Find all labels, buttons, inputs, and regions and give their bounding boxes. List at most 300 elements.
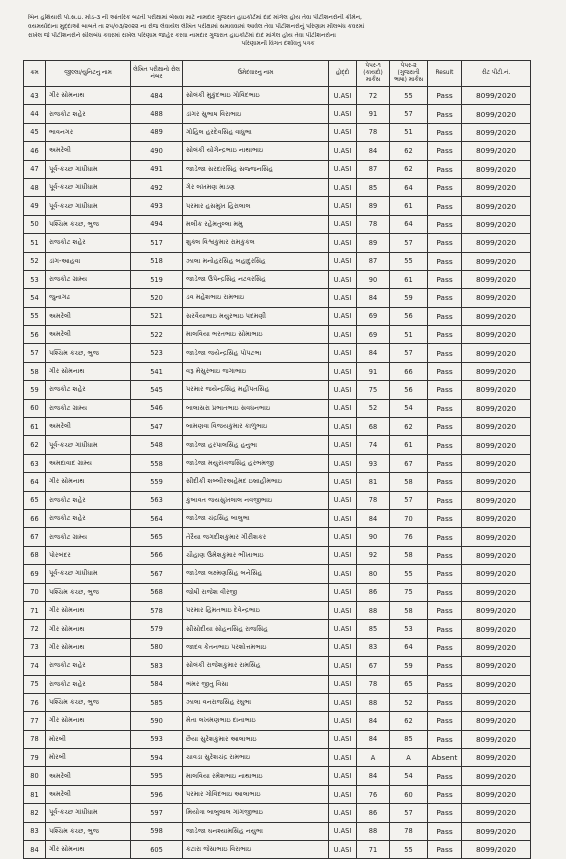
roll-number-cell: 583 bbox=[131, 657, 183, 675]
table-row bbox=[24, 289, 531, 307]
table-row bbox=[24, 749, 531, 767]
paper2-marks-cell: 53 bbox=[390, 620, 428, 638]
serial-cell: 84 bbox=[24, 841, 46, 859]
paper1-marks-cell: 88 bbox=[357, 822, 390, 840]
result-cell: Pass bbox=[428, 234, 462, 252]
paper2-marks-cell: 54 bbox=[390, 399, 428, 417]
writ-petition-cell: 8099/2020 bbox=[462, 509, 531, 527]
candidate-name-cell: ગોહિલ હરદેવસિંહ વાધુભા bbox=[183, 123, 329, 141]
district-cell: ગીર સોમનાથ bbox=[46, 362, 131, 380]
roll-number-cell: 522 bbox=[131, 326, 183, 344]
serial-cell: 71 bbox=[24, 601, 46, 619]
writ-petition-cell: 8099/2020 bbox=[462, 730, 531, 748]
serial-cell: 50 bbox=[24, 215, 46, 233]
candidate-name-cell: જાડેજા હરપાલસિંહ હનુભા bbox=[183, 436, 329, 454]
writ-petition-cell: 8099/2020 bbox=[462, 638, 531, 656]
writ-petition-cell: 8099/2020 bbox=[462, 270, 531, 288]
table-row bbox=[24, 565, 531, 583]
candidate-name-cell: ડાંગર સુભાષ વિરાભાઇ bbox=[183, 105, 329, 123]
candidate-name-cell: જાડેજા લક્ષ્મણસિંહ બનેસિંહ bbox=[183, 565, 329, 583]
district-cell: રાજકોટ ગ્રામ્ય bbox=[46, 528, 131, 546]
result-cell: Pass bbox=[428, 565, 462, 583]
result-cell: Pass bbox=[428, 178, 462, 196]
table-row bbox=[24, 344, 531, 362]
result-cell: Pass bbox=[428, 436, 462, 454]
paper1-marks-cell: 90 bbox=[357, 528, 390, 546]
result-cell: Pass bbox=[428, 841, 462, 859]
result-cell: Pass bbox=[428, 362, 462, 380]
paper1-marks-cell: 83 bbox=[357, 638, 390, 656]
paper2-marks-cell: 52 bbox=[390, 693, 428, 711]
table-row bbox=[24, 326, 531, 344]
writ-petition-cell: 8099/2020 bbox=[462, 804, 531, 822]
document-header bbox=[28, 14, 528, 58]
district-cell: રાજકોટ શહેર bbox=[46, 381, 131, 399]
candidate-name-cell: ગેર લખમણ માડણ bbox=[183, 178, 329, 196]
serial-cell: 68 bbox=[24, 546, 46, 564]
result-cell: Pass bbox=[428, 160, 462, 178]
writ-petition-cell: 8099/2020 bbox=[462, 749, 531, 767]
roll-number-cell: 492 bbox=[131, 178, 183, 196]
paper2-marks-cell: 56 bbox=[390, 381, 428, 399]
table-row bbox=[24, 620, 531, 638]
district-cell: જુનાગઢ bbox=[46, 289, 131, 307]
post-cell: U.ASI bbox=[329, 381, 357, 399]
district-cell: રાજકોટ ગ્રામ્ય bbox=[46, 399, 131, 417]
header-line: વયમર્યાદાના મુદ્દાઓ બાબતે તા ૨૫/૦૩/૨૦૨૨ ના રોજ લેવાયેલ લેખિત પરીક્ષામાં સમાવવામાં આવેલ તેવા પીટીશનરોનું પરિણામ મીલબંધ કવરમાં bbox=[28, 22, 365, 30]
candidate-name-cell: છૈયા સુરેશકુમાર આલાભાઇ bbox=[183, 730, 329, 748]
serial-cell: 73 bbox=[24, 638, 46, 656]
paper2-marks-cell: 78 bbox=[390, 822, 428, 840]
result-cell: Pass bbox=[428, 307, 462, 325]
district-cell: ગીર સોમનાથ bbox=[46, 638, 131, 656]
result-cell: Pass bbox=[428, 657, 462, 675]
paper2-marks-cell: 67 bbox=[390, 454, 428, 472]
table-row bbox=[24, 418, 531, 436]
post-cell: U.ASI bbox=[329, 767, 357, 785]
serial-cell: 69 bbox=[24, 565, 46, 583]
roll-number-cell: 493 bbox=[131, 197, 183, 215]
paper1-marks-cell: 71 bbox=[357, 841, 390, 859]
table-row bbox=[24, 785, 531, 803]
roll-number-cell: 494 bbox=[131, 215, 183, 233]
candidate-name-cell: શુક્લ વિશ્વકુમાર રામકુકલ bbox=[183, 234, 329, 252]
writ-petition-cell: 8099/2020 bbox=[462, 712, 531, 730]
serial-cell: 61 bbox=[24, 418, 46, 436]
serial-cell: 81 bbox=[24, 785, 46, 803]
paper1-marks-cell: 85 bbox=[357, 178, 390, 196]
table-row bbox=[24, 197, 531, 215]
candidate-name-cell: પરમાર ગોવિંદભાઇ આલાભાઇ bbox=[183, 785, 329, 803]
serial-cell: 63 bbox=[24, 454, 46, 472]
result-cell: Pass bbox=[428, 528, 462, 546]
district-cell: ગીર સોમનાથ bbox=[46, 87, 131, 105]
result-cell: Absent bbox=[428, 749, 462, 767]
district-cell: પશ્ચિમ કચ્છ, ભુજ bbox=[46, 215, 131, 233]
table-row bbox=[24, 528, 531, 546]
roll-number-cell: 585 bbox=[131, 693, 183, 711]
paper2-marks-cell: 62 bbox=[390, 142, 428, 160]
table-row bbox=[24, 142, 531, 160]
district-cell: ગીર સોમનાથ bbox=[46, 620, 131, 638]
paper2-marks-cell: 75 bbox=[390, 583, 428, 601]
candidate-name-cell: માલવિયા ભરતભાઇ સોમાભાઇ bbox=[183, 326, 329, 344]
paper2-marks-cell: 64 bbox=[390, 638, 428, 656]
post-cell: U.ASI bbox=[329, 87, 357, 105]
district-cell: ગીર સોમનાથ bbox=[46, 601, 131, 619]
writ-petition-cell: 8099/2020 bbox=[462, 362, 531, 380]
result-cell: Pass bbox=[428, 418, 462, 436]
result-cell: Pass bbox=[428, 785, 462, 803]
serial-cell: 56 bbox=[24, 326, 46, 344]
roll-number-cell: 580 bbox=[131, 638, 183, 656]
district-cell: રાજકોટ શહેર bbox=[46, 509, 131, 527]
serial-cell: 79 bbox=[24, 749, 46, 767]
roll-number-cell: 517 bbox=[131, 234, 183, 252]
paper2-marks-cell: 66 bbox=[390, 362, 428, 380]
candidate-name-cell: જાડેજા ઉપેન્દ્રસિંહ નટવરસિંહ bbox=[183, 270, 329, 288]
paper2-marks-cell: 57 bbox=[390, 344, 428, 362]
table-row bbox=[24, 234, 531, 252]
writ-petition-cell: 8099/2020 bbox=[462, 473, 531, 491]
post-cell: U.ASI bbox=[329, 105, 357, 123]
post-cell: U.ASI bbox=[329, 215, 357, 233]
roll-number-cell: 564 bbox=[131, 509, 183, 527]
district-cell: અમરેલી bbox=[46, 785, 131, 803]
table-body bbox=[24, 87, 531, 859]
paper1-marks-cell: 80 bbox=[357, 565, 390, 583]
result-cell: Pass bbox=[428, 620, 462, 638]
serial-cell: 45 bbox=[24, 123, 46, 141]
district-cell: પશ્ચિમ કચ્છ, ભુજ bbox=[46, 344, 131, 362]
paper2-marks-cell: 54 bbox=[390, 767, 428, 785]
table-row bbox=[24, 215, 531, 233]
paper1-marks-cell: 78 bbox=[357, 123, 390, 141]
post-cell: U.ASI bbox=[329, 418, 357, 436]
serial-cell: 77 bbox=[24, 712, 46, 730]
serial-cell: 76 bbox=[24, 693, 46, 711]
header-line: પરિણામની વિગત દર્શાવતુ પત્રક bbox=[241, 40, 315, 48]
district-cell: અમરેલી bbox=[46, 142, 131, 160]
table-row bbox=[24, 804, 531, 822]
post-cell: U.ASI bbox=[329, 399, 357, 417]
district-cell: ડાંગ-આહવા bbox=[46, 252, 131, 270]
writ-petition-cell: 8099/2020 bbox=[462, 767, 531, 785]
district-cell: રાજકોટ શહેર bbox=[46, 105, 131, 123]
serial-cell: 64 bbox=[24, 473, 46, 491]
result-cell: Pass bbox=[428, 509, 462, 527]
post-cell: U.ASI bbox=[329, 142, 357, 160]
serial-cell: 52 bbox=[24, 252, 46, 270]
writ-petition-cell: 8099/2020 bbox=[462, 491, 531, 509]
writ-petition-cell: 8099/2020 bbox=[462, 197, 531, 215]
result-cell: Pass bbox=[428, 454, 462, 472]
candidate-name-cell: બાલાસરા પ્રભાતભાઇ સવધનભાઇ bbox=[183, 399, 329, 417]
serial-cell: 78 bbox=[24, 730, 46, 748]
writ-petition-cell: 8099/2020 bbox=[462, 675, 531, 693]
paper2-marks-cell: 62 bbox=[390, 418, 428, 436]
col-header-candidate-name: ઉમેદવારનુ નામ bbox=[183, 61, 329, 87]
paper1-marks-cell: 91 bbox=[357, 105, 390, 123]
serial-cell: 51 bbox=[24, 234, 46, 252]
paper2-marks-cell: 57 bbox=[390, 491, 428, 509]
paper1-marks-cell: 69 bbox=[357, 307, 390, 325]
post-cell: U.ASI bbox=[329, 326, 357, 344]
serial-cell: 47 bbox=[24, 160, 46, 178]
district-cell: રાજકોટ શહેર bbox=[46, 234, 131, 252]
post-cell: U.ASI bbox=[329, 123, 357, 141]
results-table bbox=[23, 60, 531, 859]
roll-number-cell: 579 bbox=[131, 620, 183, 638]
table-row bbox=[24, 767, 531, 785]
roll-number-cell: 520 bbox=[131, 289, 183, 307]
result-cell: Pass bbox=[428, 270, 462, 288]
paper1-marks-cell: 87 bbox=[357, 160, 390, 178]
writ-petition-cell: 8099/2020 bbox=[462, 123, 531, 141]
post-cell: U.ASI bbox=[329, 620, 357, 638]
table-header-row bbox=[24, 61, 531, 87]
roll-number-cell: 488 bbox=[131, 105, 183, 123]
serial-cell: 46 bbox=[24, 142, 46, 160]
table-row bbox=[24, 712, 531, 730]
result-cell: Pass bbox=[428, 289, 462, 307]
candidate-name-cell: પરમાર જયેન્દ્રસિંહ મહીપતસિંહ bbox=[183, 381, 329, 399]
serial-cell: 62 bbox=[24, 436, 46, 454]
district-cell: પોરબંદર bbox=[46, 546, 131, 564]
table-row bbox=[24, 601, 531, 619]
table-row bbox=[24, 675, 531, 693]
candidate-name-cell: ચૌહાણ ઉમેશકુમાર ભીખાભાઇ bbox=[183, 546, 329, 564]
paper2-marks-cell: 61 bbox=[390, 270, 428, 288]
serial-cell: 65 bbox=[24, 491, 46, 509]
post-cell: U.ASI bbox=[329, 454, 357, 472]
paper1-marks-cell: 86 bbox=[357, 804, 390, 822]
candidate-name-cell: મલીક રહેમતુલ્લા મમુ bbox=[183, 215, 329, 233]
table-row bbox=[24, 178, 531, 196]
candidate-name-cell: કટારા જેસાભાઇ વિરાભાઇ bbox=[183, 841, 329, 859]
post-cell: U.ASI bbox=[329, 436, 357, 454]
post-cell: U.ASI bbox=[329, 749, 357, 767]
candidate-name-cell: કુબાવત જયસુખલાલ નવજીભાઇ bbox=[183, 491, 329, 509]
writ-petition-cell: 8099/2020 bbox=[462, 160, 531, 178]
post-cell: U.ASI bbox=[329, 528, 357, 546]
table-row bbox=[24, 362, 531, 380]
paper1-marks-cell: 84 bbox=[357, 767, 390, 785]
paper1-marks-cell: 52 bbox=[357, 399, 390, 417]
paper1-marks-cell: 89 bbox=[357, 234, 390, 252]
candidate-name-cell: સોલંકી રાજેશકુમાર રામસિંહ bbox=[183, 657, 329, 675]
roll-number-cell: 568 bbox=[131, 583, 183, 601]
district-cell: ગીર સોમનાથ bbox=[46, 712, 131, 730]
table-row bbox=[24, 509, 531, 527]
table-row bbox=[24, 583, 531, 601]
serial-cell: 44 bbox=[24, 105, 46, 123]
paper2-marks-cell: 61 bbox=[390, 436, 428, 454]
paper1-marks-cell: 84 bbox=[357, 289, 390, 307]
writ-petition-cell: 8099/2020 bbox=[462, 399, 531, 417]
paper2-marks-cell: 55 bbox=[390, 841, 428, 859]
writ-petition-cell: 8099/2020 bbox=[462, 822, 531, 840]
result-cell: Pass bbox=[428, 142, 462, 160]
result-cell: Pass bbox=[428, 822, 462, 840]
table-row bbox=[24, 87, 531, 105]
writ-petition-cell: 8099/2020 bbox=[462, 620, 531, 638]
writ-petition-cell: 8099/2020 bbox=[462, 454, 531, 472]
table-row bbox=[24, 693, 531, 711]
district-cell: પૂર્વ-કચ્છ ગાંધીધામ bbox=[46, 565, 131, 583]
candidate-name-cell: જાડેજા જયેન્દ્રસિંહ પોપટભા bbox=[183, 344, 329, 362]
result-cell: Pass bbox=[428, 87, 462, 105]
post-cell: U.ASI bbox=[329, 841, 357, 859]
result-cell: Pass bbox=[428, 123, 462, 141]
paper2-marks-cell: 62 bbox=[390, 160, 428, 178]
roll-number-cell: 518 bbox=[131, 252, 183, 270]
result-cell: Pass bbox=[428, 381, 462, 399]
table-row bbox=[24, 252, 531, 270]
serial-cell: 58 bbox=[24, 362, 46, 380]
district-cell: પૂર્વ-કચ્છ ગાંધીધામ bbox=[46, 436, 131, 454]
roll-number-cell: 484 bbox=[131, 87, 183, 105]
paper1-marks-cell: 87 bbox=[357, 252, 390, 270]
district-cell: અમરેલી bbox=[46, 307, 131, 325]
serial-cell: 83 bbox=[24, 822, 46, 840]
post-cell: U.ASI bbox=[329, 675, 357, 693]
header-line: બિન હથિયારી પો.સ.ઇ. મોડ-૩ ની આંતરિક બઢતી પરીક્ષામાં બેસવા માટે નામદાર ગુજરાત હાઇકોર્ટમાં દાદ માંગેલ હોય તેવા પીટીશનરોની ક્રીમેન, bbox=[28, 14, 362, 21]
writ-petition-cell: 8099/2020 bbox=[462, 601, 531, 619]
roll-number-cell: 548 bbox=[131, 436, 183, 454]
candidate-name-cell: જાડેજા ઘનશ્યામસિંહ નયુભા bbox=[183, 822, 329, 840]
post-cell: U.ASI bbox=[329, 270, 357, 288]
candidate-name-cell: પરમાર હિંમતભાઇ દેવેન્દ્રભાઇ bbox=[183, 601, 329, 619]
district-cell: અમરેલી bbox=[46, 418, 131, 436]
writ-petition-cell: 8099/2020 bbox=[462, 289, 531, 307]
table-row bbox=[24, 123, 531, 141]
paper2-marks-cell: 61 bbox=[390, 197, 428, 215]
result-cell: Pass bbox=[428, 601, 462, 619]
paper2-marks-cell: A bbox=[390, 749, 428, 767]
writ-petition-cell: 8099/2020 bbox=[462, 657, 531, 675]
candidate-name-cell: સરવૈયાભાઇ મયુરભાઇ પદમણી bbox=[183, 307, 329, 325]
district-cell: ગીર સોમનાથ bbox=[46, 841, 131, 859]
roll-number-cell: 547 bbox=[131, 418, 183, 436]
result-cell: Pass bbox=[428, 344, 462, 362]
paper2-marks-cell: 55 bbox=[390, 565, 428, 583]
district-cell: પૂર્વ-કચ્છ ગાંધીધામ bbox=[46, 197, 131, 215]
roll-number-cell: 558 bbox=[131, 454, 183, 472]
table-row bbox=[24, 657, 531, 675]
table-row bbox=[24, 491, 531, 509]
paper1-marks-cell: 88 bbox=[357, 601, 390, 619]
writ-petition-cell: 8099/2020 bbox=[462, 234, 531, 252]
roll-number-cell: 521 bbox=[131, 307, 183, 325]
candidate-name-cell: માલવિયા રમેશભાઇ નાથાભાઇ bbox=[183, 767, 329, 785]
writ-petition-cell: 8099/2020 bbox=[462, 436, 531, 454]
district-cell: ભાવનગર bbox=[46, 123, 131, 141]
candidate-name-cell: મેતા લખમણભાઇ દાનાભાઇ bbox=[183, 712, 329, 730]
paper2-marks-cell: 58 bbox=[390, 473, 428, 491]
writ-petition-cell: 8099/2020 bbox=[462, 583, 531, 601]
table-row bbox=[24, 436, 531, 454]
roll-number-cell: 565 bbox=[131, 528, 183, 546]
post-cell: U.ASI bbox=[329, 693, 357, 711]
table-row bbox=[24, 381, 531, 399]
paper1-marks-cell: 90 bbox=[357, 270, 390, 288]
col-header-paper2: પેપર-૨ (ગુજરાતી ભાષા) માર્કસ bbox=[390, 61, 428, 87]
paper1-marks-cell: 68 bbox=[357, 418, 390, 436]
roll-number-cell: 598 bbox=[131, 822, 183, 840]
paper1-marks-cell: 93 bbox=[357, 454, 390, 472]
post-cell: U.ASI bbox=[329, 822, 357, 840]
roll-number-cell: 541 bbox=[131, 362, 183, 380]
paper1-marks-cell: 74 bbox=[357, 436, 390, 454]
writ-petition-cell: 8099/2020 bbox=[462, 326, 531, 344]
writ-petition-cell: 8099/2020 bbox=[462, 841, 531, 859]
paper2-marks-cell: 57 bbox=[390, 105, 428, 123]
roll-number-cell: 596 bbox=[131, 785, 183, 803]
paper2-marks-cell: 51 bbox=[390, 123, 428, 141]
writ-petition-cell: 8099/2020 bbox=[462, 344, 531, 362]
writ-petition-cell: 8099/2020 bbox=[462, 693, 531, 711]
serial-cell: 72 bbox=[24, 620, 46, 638]
roll-number-cell: 590 bbox=[131, 712, 183, 730]
paper2-marks-cell: 60 bbox=[390, 785, 428, 803]
district-cell: મોરબી bbox=[46, 730, 131, 748]
col-header-serial: ક્રમ bbox=[24, 61, 46, 87]
post-cell: U.ASI bbox=[329, 160, 357, 178]
post-cell: U.ASI bbox=[329, 362, 357, 380]
candidate-name-cell: જોષી રાજેશ વીરજી bbox=[183, 583, 329, 601]
paper1-marks-cell: 76 bbox=[357, 785, 390, 803]
candidate-name-cell: ડવ મહેશભાઇ રામભાઇ bbox=[183, 289, 329, 307]
paper1-marks-cell: 84 bbox=[357, 712, 390, 730]
writ-petition-cell: 8099/2020 bbox=[462, 546, 531, 564]
roll-number-cell: 490 bbox=[131, 142, 183, 160]
roll-number-cell: 594 bbox=[131, 749, 183, 767]
post-cell: U.ASI bbox=[329, 638, 357, 656]
table-row bbox=[24, 160, 531, 178]
writ-petition-cell: 8099/2020 bbox=[462, 105, 531, 123]
table-row bbox=[24, 638, 531, 656]
roll-number-cell: 566 bbox=[131, 546, 183, 564]
paper1-marks-cell: 92 bbox=[357, 546, 390, 564]
paper1-marks-cell: 81 bbox=[357, 473, 390, 491]
paper1-marks-cell: 84 bbox=[357, 509, 390, 527]
post-cell: U.ASI bbox=[329, 307, 357, 325]
result-cell: Pass bbox=[428, 473, 462, 491]
roll-number-cell: 489 bbox=[131, 123, 183, 141]
paper2-marks-cell: 64 bbox=[390, 178, 428, 196]
paper1-marks-cell: 75 bbox=[357, 381, 390, 399]
serial-cell: 66 bbox=[24, 509, 46, 527]
post-cell: U.ASI bbox=[329, 657, 357, 675]
candidate-name-cell: જાડેજા સરદારસિંહ સજ્જનસિંહ bbox=[183, 160, 329, 178]
roll-number-cell: 595 bbox=[131, 767, 183, 785]
col-header-roll-number: લેખિત પરીક્ષાનો રોલ નંબર bbox=[131, 61, 183, 87]
candidate-name-cell: સોલંકી યોગેન્દ્રભાઇ નાથાભાઇ bbox=[183, 142, 329, 160]
serial-cell: 67 bbox=[24, 528, 46, 546]
candidate-name-cell: વરૂ મેસુરભાઇ જગાભાઇ bbox=[183, 362, 329, 380]
candidate-name-cell: પરમાર હસમુખ હિરાલાલ bbox=[183, 197, 329, 215]
paper2-marks-cell: 85 bbox=[390, 730, 428, 748]
district-cell: મોરબી bbox=[46, 749, 131, 767]
district-cell: પશ્ચિમ કચ્છ, ભુજ bbox=[46, 693, 131, 711]
serial-cell: 60 bbox=[24, 399, 46, 417]
writ-petition-cell: 8099/2020 bbox=[462, 215, 531, 233]
table-row bbox=[24, 473, 531, 491]
table-row bbox=[24, 105, 531, 123]
post-cell: U.ASI bbox=[329, 234, 357, 252]
col-header-result: Result bbox=[428, 61, 462, 87]
